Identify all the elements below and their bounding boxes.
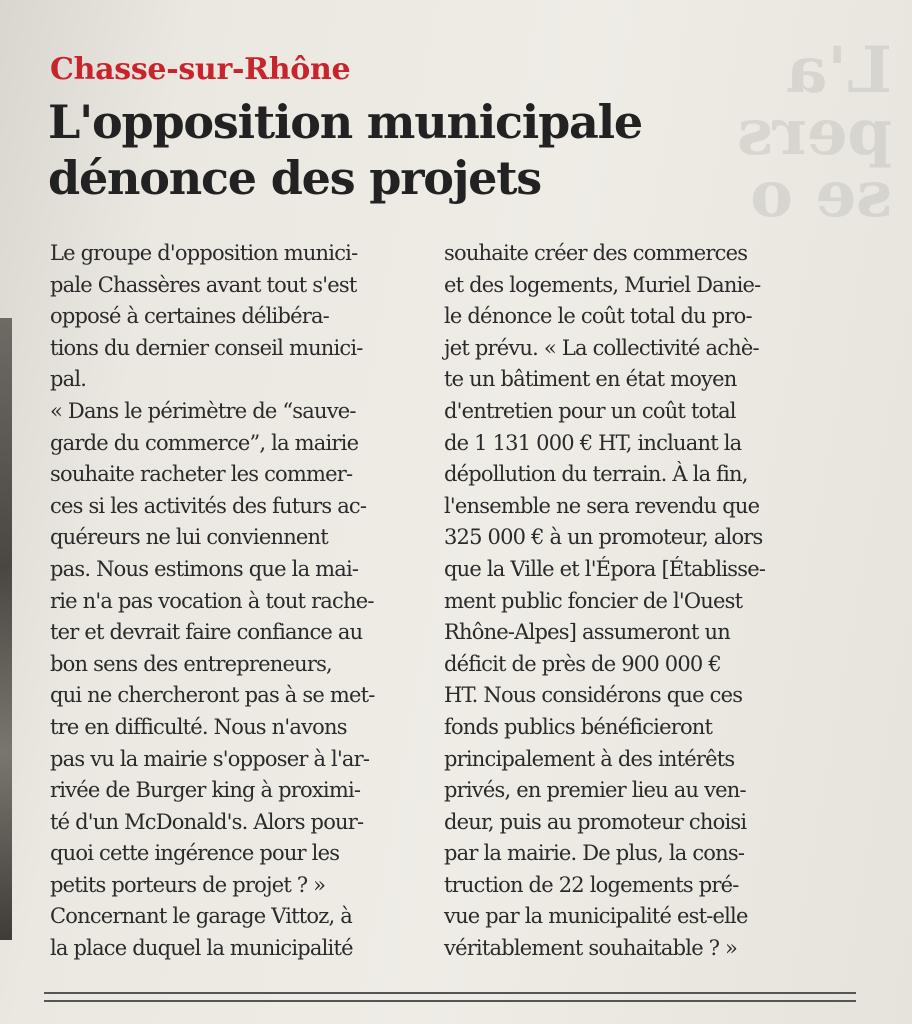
text-line: Le groupe d'opposition munici- (50, 241, 358, 265)
text-line: Rhône-Alpes] assumeront un (444, 620, 730, 645)
text-line: 325 000 € à un promoteur, alors (444, 525, 763, 550)
text-line: par la mairie. De plus, la cons- (444, 841, 745, 866)
text-line: pal. (50, 367, 87, 392)
headline-line: L'opposition municipale (48, 95, 642, 149)
text-line: « Dans le périmètre de “sauve- (50, 398, 356, 423)
text-line: dépollution du terrain. À la fin, (444, 462, 748, 487)
text-line: pas. Nous estimons que la mai- (50, 556, 359, 581)
text-line: la place duquel la municipalité (50, 936, 353, 961)
text-line: de 1 131 000 € HT, incluant la (444, 430, 742, 455)
text-line: rivée de Burger king à proximi- (50, 778, 361, 803)
text-line: deur, puis au promoteur choisi (444, 809, 747, 834)
text-line: te un bâtiment en état moyen (444, 367, 737, 392)
text-line: bon sens des entrepreneurs, (50, 651, 332, 676)
text-line: pale Chassères avant tout s'est (50, 272, 357, 297)
bottom-rule (44, 1000, 856, 1002)
text-line: souhaite créer des commerces (444, 241, 748, 265)
article-headline (48, 94, 688, 206)
text-line: té d'un McDonald's. Alors pour- (50, 809, 364, 834)
text-line: rie n'a pas vocation à tout rache- (50, 588, 374, 613)
text-line: pas vu la mairie s'opposer à l'ar- (50, 746, 370, 771)
headline-line: dénonce des projets (48, 151, 541, 205)
adjacent-photo-edge (0, 318, 12, 940)
text-line: tre en difficulté. Nous n'avons (50, 714, 347, 739)
text-line: truction de 22 logements pré- (444, 872, 739, 897)
text-line: et des logements, Muriel Danie- (444, 272, 761, 297)
text-line: ter et devrait faire confiance au (50, 620, 363, 645)
text-line: privés, en premier lieu au ven- (444, 778, 746, 803)
article-kicker: Chasse-sur-Rhône (50, 52, 351, 87)
text-line: que la Ville et l'Épora [Établisse- (444, 556, 766, 581)
text-line: quéreurs ne lui conviennent (50, 525, 328, 550)
text-line: opposé à certaines délibéra- (50, 304, 329, 329)
text-line: déficit de près de 900 000 € (444, 651, 721, 676)
text-line: tions du dernier conseil munici- (50, 335, 363, 360)
text-line: Concernant le garage Vittoz, à (50, 904, 353, 929)
text-line: jet prévu. « La collectivité achè- (444, 335, 759, 360)
text-line: véritablement souhaitable ? » (444, 936, 738, 961)
text-line: vue par la municipalité est-elle (444, 904, 748, 929)
text-line: souhaite racheter les commer- (50, 462, 353, 487)
text-line: ment public foncier de l'Ouest (444, 588, 743, 613)
text-line: l'ensemble ne sera revendu que (444, 493, 760, 518)
text-line: d'entretien pour un coût total (444, 398, 736, 423)
article-column-right (444, 238, 844, 965)
text-line: ces si les activités des futurs ac- (50, 493, 367, 518)
text-line: principalement à des intérêts (444, 746, 735, 771)
bottom-rule (44, 992, 856, 994)
text-line: le dénonce le coût total du pro- (444, 304, 752, 329)
text-line: HT. Nous considérons que ces (444, 683, 743, 708)
text-line: quoi cette ingérence pour les (50, 841, 340, 866)
article-column-left (50, 238, 420, 965)
bleed-through-text: L'a pers se o (736, 40, 892, 230)
text-line: petits porteurs de projet ? » (50, 872, 326, 897)
text-line: garde du commerce”, la mairie (50, 430, 359, 455)
text-line: fonds publics bénéficieront (444, 714, 713, 739)
text-line: qui ne chercheront pas à se met- (50, 683, 375, 708)
